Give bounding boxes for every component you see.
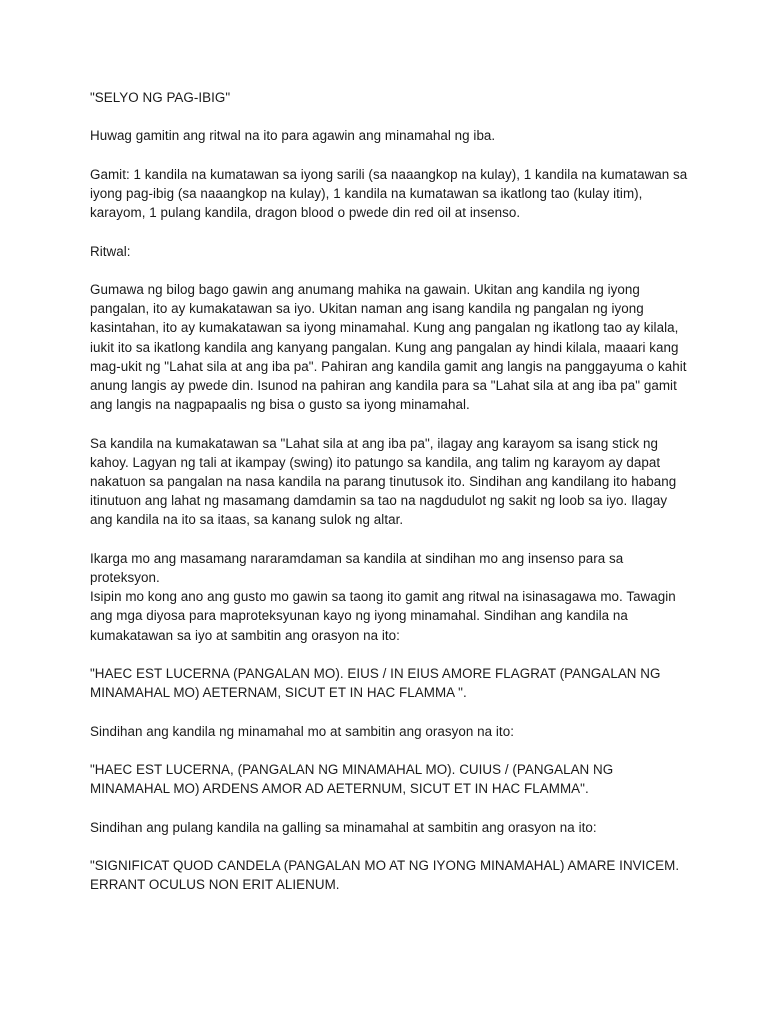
document-page: [90, 88, 690, 914]
ritual-step-2: Sa kandila na kumakatawan sa "Lahat sila at ang iba pa", ilagay ang karayom sa isang stick ng kahoy. Lagyan ng tali at ikampay (swing) ito patungo sa kandila, ang talim ng karayom ay dapat nakatuon sa pangalan na nasa kandila na parang tinutusok ito. Sindihan ang kandilang ito habang itinutuon ang lahat ng masamang damdamin sa tao na nagdudulot ng sakit ng loob sa iyo. Ilagay ang kandila na ito sa itaas, sa kanang sulok ng altar.: [90, 435, 677, 528]
prayer-2: "HAEC EST LUCERNA, (PANGALAN NG MINAMAHAL MO). CUIUS / (PANGALAN NG MINAMAHAL MO) ARDENS AMOR AD AETERNUM, SICUT ET IN HAC FLAMMA".: [90, 761, 614, 797]
ritual-step-3a: Ikarga mo ang masamang nararamdaman sa kandila at sindihan mo ang insenso para sa proteksyon.: [90, 550, 624, 585]
ritual-heading: Ritwal:: [90, 243, 131, 259]
prayer-3b: ERRANT OCULUS NON ERIT ALIENUM.: [90, 877, 340, 893]
ritual-step-1: Gumawa ng bilog bago gawin ang anumang mahika na gawain. Ukitan ang kandila ng iyong pangalan, ito ay kumakatawan sa iyo. Ukitan naman ang isang kandila ng pangalan ng iyong kasintahan, ito ay kumakatawan sa iyong minamahal. Kung ang pangalan ng ikatlong tao ay kilala, iukit ito sa ikatlong kandila ang kanyang pangalan. Kung ang pangalan ay hindi kilala, maaari kang mag-ukit ng "Lahat sila at ang iba pa". Pahiran ang kandila gamit ang langis na panggayuma o kahit anung langis ay pwede din. Isunod na pahiran ang kandila para sa "Lahat sila at ang iba pa" gamit ang langis na nagpapaalis ng bisa o gusto sa iyong minamahal.: [90, 281, 687, 413]
prayer-1: "HAEC EST LUCERNA (PANGALAN MO). EIUS / IN EIUS AMORE FLAGRAT (PANGALAN NG MINAMAHAL MO) AETERNAM, SICUT ET IN HAC FLAMMA ".: [90, 665, 661, 701]
materials-paragraph: Gamit: 1 kandila na kumatawan sa iyong sarili (sa naaangkop na kulay), 1 kandila na kumatawan sa iyong pag-ibig (sa naaangkop na kulay), 1 kandila na kumatawan sa ikatlong tao (kulay itim), karayom, 1 pulang kandila, dragon blood o pwede din red oil at insenso.: [90, 166, 688, 221]
prayer-3a: "SIGNIFICAT QUOD CANDELA (PANGALAN MO AT NG IYONG MINAMAHAL) AMARE INVICEM.: [90, 857, 680, 873]
instruction-2: Sindihan ang kandila ng minamahal mo at sambitin ang orasyon na ito:: [90, 723, 514, 739]
ritual-step-3b: Isipin mo kong ano ang gusto mo gawin sa taong ito gamit ang ritwal na isinasagawa mo. Tawagin ang mga diyosa para maproteksyunan kayo ng iyong minamahal. Sindihan ang kandila na kumakatawan sa iyo at sambitin ang orasyon na ito:: [90, 589, 676, 643]
document-title: "SELYO NG PAG-IBIG": [90, 90, 231, 105]
warning-paragraph: Huwag gamitin ang ritwal na ito para agawin ang minamahal ng iba.: [90, 128, 496, 144]
instruction-3: Sindihan ang pulang kandila na galling sa minamahal at sambitin ang orasyon na ito:: [90, 819, 597, 835]
